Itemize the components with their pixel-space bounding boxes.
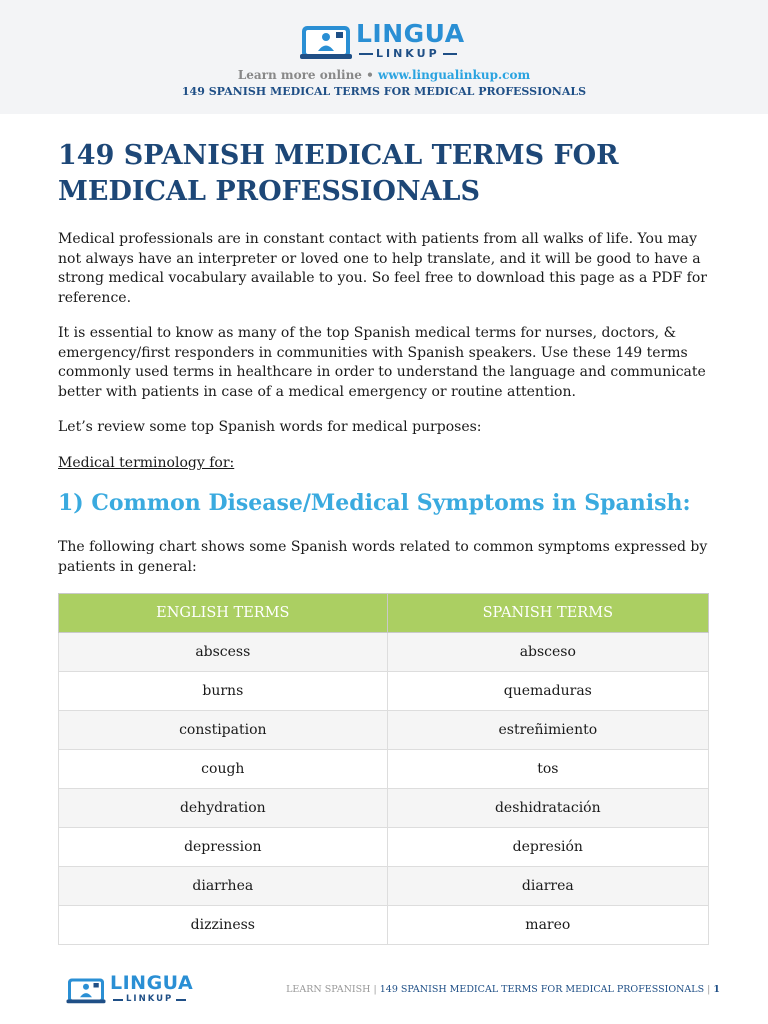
spanish-term: depresión xyxy=(387,828,708,867)
spanish-term: deshidratación xyxy=(387,789,708,828)
page-header xyxy=(0,0,768,114)
english-term: diarrhea xyxy=(59,867,388,906)
intro-paragraph-3: Let’s review some top Spanish words for medical purposes: xyxy=(58,419,482,435)
table-row xyxy=(59,867,709,906)
spanish-term: estreñimiento xyxy=(387,711,708,750)
terminology-label: Medical terminology for: xyxy=(58,455,235,471)
spanish-term: absceso xyxy=(387,633,708,672)
english-term: dehydration xyxy=(59,789,388,828)
header-url-link[interactable]: www.lingualinkup.com xyxy=(378,68,531,82)
spanish-term: mareo xyxy=(387,906,708,945)
table-row xyxy=(59,672,709,711)
footer-section: LEARN SPANISH xyxy=(286,984,371,995)
english-term: abscess xyxy=(59,633,388,672)
section-heading: 1) Common Disease/Medical Symptoms in Spanish: xyxy=(58,490,691,516)
spanish-term: diarrea xyxy=(387,867,708,906)
footer-text: LEARN SPANISH | 149 SPANISH MEDICAL TERMS FOR MEDICAL PROFESSIONALS | 1 xyxy=(286,984,720,995)
column-header-english: ENGLISH TERMS xyxy=(59,594,388,633)
intro-paragraph-2: It is essential to know as many of the top Spanish medical terms for nurses, doctors, & emergency/first responders in communities with Spanish speakers. Use these 149 terms commonly used terms in healthcare in order to understand the language and communicate better with patients in case of a medical emergency or routine attention. xyxy=(58,325,706,400)
table-row xyxy=(59,828,709,867)
english-term: burns xyxy=(59,672,388,711)
intro-paragraph-1: Medical professionals are in constant contact with patients from all walks of life. You may not always have an interpreter or loved one to help translate, and it will be good to have a strong medical vocabulary available to you. So feel free to download this page as a PDF for reference. xyxy=(58,231,707,306)
header-learn-more: Learn more online • www.lingualinkup.com xyxy=(237,68,531,82)
tablet-user-icon xyxy=(66,974,106,1004)
spanish-term: quemaduras xyxy=(387,672,708,711)
table-row xyxy=(59,633,709,672)
header-doc-title: 149 SPANISH MEDICAL TERMS FOR MEDICAL PROFESSIONALS xyxy=(181,85,587,98)
table-row xyxy=(59,789,709,828)
brand-logo[interactable] xyxy=(300,20,465,60)
logo-word-lingua: LINGUA xyxy=(110,972,194,995)
table-row xyxy=(59,711,709,750)
spanish-term: tos xyxy=(387,750,708,789)
tablet-user-icon xyxy=(300,20,352,60)
logo-word-lingua: LINGUA xyxy=(356,19,465,48)
english-term: depression xyxy=(59,828,388,867)
logo-word-linkup: LINKUP xyxy=(376,47,440,60)
table-row xyxy=(59,750,709,789)
column-header-spanish: SPANISH TERMS xyxy=(387,594,708,633)
footer-doc-title: 149 SPANISH MEDICAL TERMS FOR MEDICAL PROFESSIONALS xyxy=(379,984,705,995)
english-term: constipation xyxy=(59,711,388,750)
terms-table xyxy=(58,593,709,945)
table-header-row xyxy=(59,594,709,633)
table-row xyxy=(59,906,709,945)
page-number: 1 xyxy=(713,984,720,995)
page-title: 149 SPANISH MEDICAL TERMS FOR MEDICAL PROFESSIONALS xyxy=(58,140,619,207)
english-term: dizziness xyxy=(59,906,388,945)
footer-brand-logo[interactable] xyxy=(66,974,193,1004)
section-intro: The following chart shows some Spanish words related to common symptoms expressed by patients in general: xyxy=(58,539,708,575)
logo-word-linkup: LINKUP xyxy=(126,994,174,1005)
english-term: cough xyxy=(59,750,388,789)
